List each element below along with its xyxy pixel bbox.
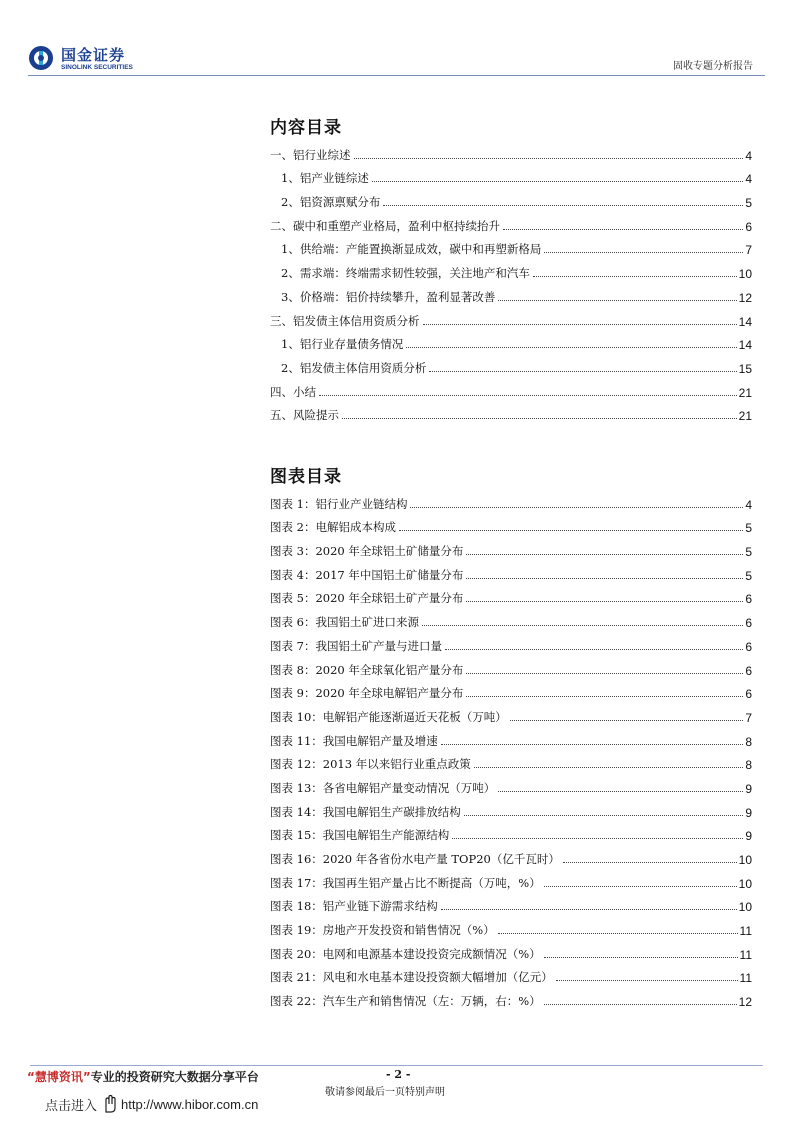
toc-entry-label: 1、供给端：产能置换渐显成效，碳中和再塑新格局 <box>281 242 542 257</box>
toc-entry-page: 4 <box>745 172 752 187</box>
header-divider <box>28 75 765 76</box>
dot-leader <box>544 252 743 253</box>
toc-entry[interactable] <box>270 352 752 376</box>
figure-entry-page: 8 <box>745 758 752 773</box>
sinolink-logo <box>28 44 148 74</box>
figure-entry[interactable] <box>270 512 752 536</box>
figure-entry-label: 图表 14：我国电解铝生产碳排放结构 <box>270 804 461 819</box>
figure-entry-page: 6 <box>745 616 752 631</box>
dot-leader <box>466 578 743 579</box>
toc-entry-page: 7 <box>745 243 752 258</box>
dot-leader <box>319 395 737 396</box>
page-number: - 2 - <box>386 1068 411 1081</box>
dot-leader <box>372 181 743 182</box>
promo-text: 专业的投资研究大数据分享平台 <box>90 1070 259 1084</box>
figure-entry[interactable] <box>270 725 752 749</box>
dot-leader <box>474 767 744 768</box>
figure-entry-page: 7 <box>745 710 752 725</box>
figure-entry-label: 图表 1：铝行业产业链结构 <box>270 496 408 511</box>
figure-entry-label: 图表 7：我国铝土矿产量与进口量 <box>270 638 442 653</box>
dot-leader <box>429 371 736 372</box>
figure-entry[interactable] <box>270 701 752 725</box>
dot-leader <box>466 673 743 674</box>
toc-entry-label: 2、铝发债主体信用资质分析 <box>281 360 427 375</box>
figure-entry-page: 5 <box>745 521 752 536</box>
toc-entry[interactable] <box>270 400 752 424</box>
figure-entry-page: 5 <box>745 568 752 583</box>
figure-entry-label: 图表 2：电解铝成本构成 <box>270 520 396 535</box>
dot-leader <box>556 980 738 981</box>
toc-entry-label: 1、铝行业存量债务情况 <box>281 337 404 352</box>
figure-entry-label: 图表 4：2017 年中国铝土矿储量分布 <box>270 567 464 582</box>
figure-entry[interactable] <box>270 559 752 583</box>
pointing-hand-icon <box>99 1094 119 1114</box>
figure-entry-page: 6 <box>745 639 752 654</box>
figure-entry-page: 6 <box>745 592 752 607</box>
figure-entry-label: 图表 6：我国铝土矿进口来源 <box>270 615 419 630</box>
dot-leader <box>452 838 743 839</box>
toc-entry-page: 21 <box>738 385 752 400</box>
toc-entry[interactable] <box>270 186 752 210</box>
figure-entry-page: 10 <box>738 876 752 891</box>
toc-entry[interactable] <box>270 139 752 163</box>
dot-leader <box>510 720 744 721</box>
toc-entry-label: 五、风险提示 <box>270 408 339 423</box>
figure-entry-label: 图表 13：各省电解铝产量变动情况（万吨） <box>270 780 496 795</box>
figure-entry-page: 9 <box>745 829 752 844</box>
disclaimer-text: 敬请参阅最后一页特别声明 <box>325 1087 445 1098</box>
toc-entry-page: 15 <box>738 361 752 376</box>
dot-leader <box>466 554 743 555</box>
figure-entry-label: 图表 8：2020 年全球氧化铝产量分布 <box>270 662 464 677</box>
figure-entry-page: 9 <box>745 781 752 796</box>
figure-entry-label: 图表 9：2020 年全球电解铝产量分布 <box>270 686 464 701</box>
figure-entry-page: 4 <box>745 497 752 512</box>
footer-divider <box>30 1065 763 1066</box>
toc-entry[interactable] <box>270 234 752 258</box>
toc-entry[interactable] <box>270 329 752 353</box>
figure-entry[interactable] <box>270 867 752 891</box>
dot-leader <box>445 649 743 650</box>
figure-entry[interactable] <box>270 891 752 915</box>
figure-entry-label: 图表 19：房地产开发投资和销售情况（%） <box>270 923 495 938</box>
figure-entry-label: 图表 20：电网和电源基本建设投资完成额情况（%） <box>270 946 541 961</box>
logo-english-name: SINOLINK SECURITIES <box>61 64 133 71</box>
figure-index-list <box>270 488 752 1009</box>
figure-entry-page: 8 <box>745 734 752 749</box>
dot-leader <box>354 158 744 159</box>
figure-entry-label: 图表 18：铝产业链下游需求结构 <box>270 899 438 914</box>
toc-entry-label: 一、铝行业综述 <box>270 147 351 162</box>
toc-entry-page: 6 <box>745 219 752 234</box>
figure-entry-label: 图表 21：风电和水电基本建设投资额大幅增加（亿元） <box>270 970 553 985</box>
dot-leader <box>383 205 743 206</box>
figure-entry-label: 图表 12：2013 年以来铝行业重点政策 <box>270 757 471 772</box>
dot-leader <box>342 418 737 419</box>
dot-leader <box>533 276 737 277</box>
toc-entry[interactable] <box>270 163 752 187</box>
figure-entry[interactable] <box>270 630 752 654</box>
toc-entry-label: 2、铝资源禀赋分布 <box>281 195 381 210</box>
page-header <box>0 0 793 80</box>
toc-entry[interactable] <box>270 257 752 281</box>
toc-entry-page: 21 <box>738 409 752 424</box>
dot-leader <box>410 507 743 508</box>
figure-entry[interactable] <box>270 843 752 867</box>
dot-leader <box>503 229 743 230</box>
figure-index-title: 图表目录 <box>270 467 342 487</box>
dot-leader <box>466 601 743 602</box>
figure-entry[interactable] <box>270 749 752 773</box>
toc-list <box>270 139 752 423</box>
figure-entry-page: 10 <box>738 900 752 915</box>
dot-leader <box>466 696 743 697</box>
toc-entry-page: 5 <box>745 196 752 211</box>
figure-entry-label: 图表 5：2020 年全球铝土矿产量分布 <box>270 591 464 606</box>
toc-entry[interactable] <box>270 210 752 234</box>
toc-entry-label: 1、铝产业链综述 <box>281 171 369 186</box>
dot-leader <box>441 909 737 910</box>
logo-chinese-name: 国金证券 <box>61 46 126 64</box>
dot-leader <box>464 815 744 816</box>
figure-entry-label: 图表 16：2020 年各省份水电产量 TOP20（亿千瓦时） <box>270 852 560 866</box>
link-prefix: 点击进入 <box>45 1097 98 1113</box>
figure-entry-page: 5 <box>745 545 752 560</box>
dot-leader <box>498 300 736 301</box>
toc-entry-page: 10 <box>738 267 752 282</box>
sinolink-logo-icon <box>28 45 54 71</box>
toc-entry[interactable] <box>270 376 752 400</box>
figure-entry[interactable] <box>270 606 752 630</box>
figure-entry-page: 11 <box>739 924 752 939</box>
toc-title: 内容目录 <box>270 118 342 138</box>
figure-entry-page: 9 <box>745 805 752 820</box>
figure-entry-label: 图表 17：我国再生铝产量占比不断提高（万吨，%） <box>270 875 541 890</box>
figure-entry[interactable] <box>270 962 752 986</box>
toc-entry-label: 二、碳中和重塑产业格局，盈利中枢持续抬升 <box>270 218 500 233</box>
dot-leader <box>406 347 736 348</box>
figure-entry-label: 图表 11：我国电解铝产量及增速 <box>270 733 438 748</box>
figure-entry[interactable] <box>270 678 752 702</box>
figure-entry-label: 图表 3：2020 年全球铝土矿储量分布 <box>270 544 464 559</box>
toc-entry-label: 2、需求端：终端需求韧性较强，关注地产和汽车 <box>281 266 530 281</box>
toc-section <box>270 113 752 423</box>
dot-leader <box>498 791 743 792</box>
figure-entry[interactable] <box>270 914 752 938</box>
figure-entry[interactable] <box>270 772 752 796</box>
figure-entry[interactable] <box>270 938 752 962</box>
figure-entry[interactable] <box>270 654 752 678</box>
toc-entry-page: 14 <box>738 314 752 329</box>
figure-entry[interactable] <box>270 488 752 512</box>
dot-leader <box>544 957 738 958</box>
figure-entry[interactable] <box>270 985 752 1009</box>
promo-banner <box>27 1068 259 1085</box>
toc-entry-page: 14 <box>738 338 752 353</box>
dot-leader <box>498 933 738 934</box>
toc-entry-label: 四、小结 <box>270 384 316 399</box>
figure-entry-page: 6 <box>745 663 752 678</box>
dot-leader <box>422 625 743 626</box>
report-type-label: 固收专题分析报告 <box>673 61 753 72</box>
figure-entry[interactable] <box>270 583 752 607</box>
figure-entry-page: 6 <box>745 687 752 702</box>
dot-leader <box>544 886 737 887</box>
dot-leader <box>544 1004 737 1005</box>
figure-entry-label: 图表 15：我国电解铝生产能源结构 <box>270 828 450 843</box>
dot-leader <box>441 744 744 745</box>
toc-entry[interactable] <box>270 305 752 329</box>
dot-leader <box>399 530 743 531</box>
dot-leader <box>563 862 737 863</box>
figure-entry-label: 图表 22：汽车生产和销售情况（左：万辆，右：%） <box>270 994 541 1009</box>
toc-entry-page: 12 <box>738 290 752 305</box>
figure-entry-label: 图表 10：电解铝产能逐渐逼近天花板（万吨） <box>270 709 507 724</box>
figure-entry[interactable] <box>270 820 752 844</box>
toc-entry-page: 4 <box>745 148 752 163</box>
figure-entry-page: 11 <box>739 971 752 986</box>
figure-entry[interactable] <box>270 535 752 559</box>
promo-brand: “慧博资讯” <box>27 1070 91 1084</box>
toc-entry-label: 三、铝发债主体信用资质分析 <box>270 313 420 328</box>
link-url[interactable]: http://www.hibor.com.cn <box>121 1096 259 1112</box>
figure-entry-page: 11 <box>739 947 752 962</box>
figure-entry-page: 10 <box>738 853 752 867</box>
figure-entry-page: 12 <box>738 995 752 1010</box>
dot-leader <box>423 324 737 325</box>
hibor-link[interactable] <box>45 1094 258 1114</box>
toc-entry[interactable] <box>270 281 752 305</box>
figure-entry[interactable] <box>270 796 752 820</box>
figure-index-section <box>270 462 752 1009</box>
toc-entry-label: 3、价格端：铝价持续攀升，盈利显著改善 <box>281 289 496 304</box>
